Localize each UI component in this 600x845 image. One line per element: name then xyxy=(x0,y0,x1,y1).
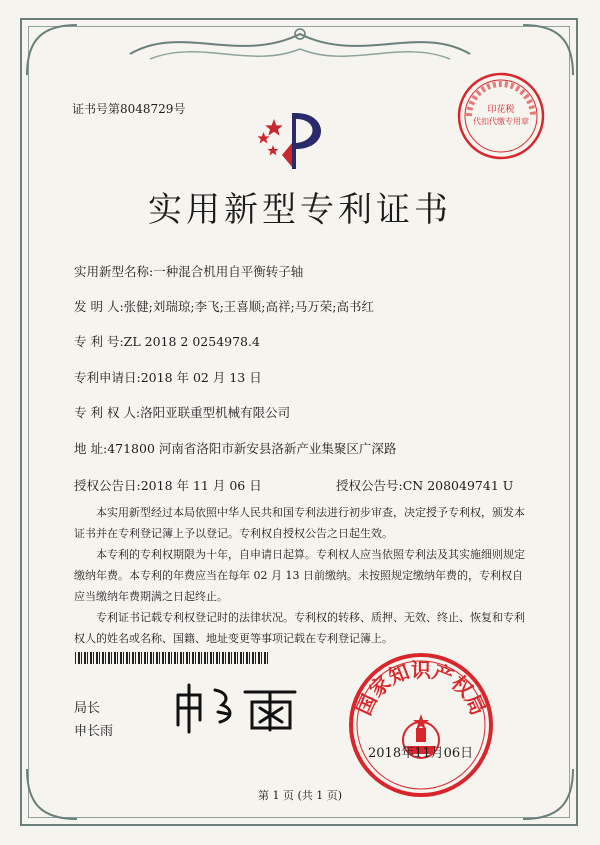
patent-office-emblem-icon xyxy=(258,105,338,173)
field-model-name xyxy=(74,262,303,280)
model-name-value: 一种混合机用自平衡转子轴 xyxy=(153,264,304,279)
field-address xyxy=(74,439,396,457)
model-name-label: 实用新型名称: xyxy=(74,264,154,279)
director-signature xyxy=(170,680,310,735)
patent-no-label: 专 利 号: xyxy=(74,334,124,349)
paragraph: 本实用新型经过本局依照中华人民共和国专利法进行初步审查，决定授予专利权，颁发本证书并在专利登记簿上予以登记。专利权自授权公告之日起生效。 xyxy=(74,506,525,540)
svg-text:国家知识产权局: 国家知识产权局 xyxy=(351,658,491,719)
certificate-number: 证书号第8048729号 xyxy=(72,102,186,116)
certificate-title: 实用新型专利证书 xyxy=(148,190,452,230)
grant-no-value: CN 208049741 U xyxy=(402,478,514,493)
field-patentee xyxy=(74,403,290,421)
certificate-body xyxy=(74,502,528,649)
director-title: 局长 xyxy=(74,701,101,716)
field-grant-no xyxy=(336,476,513,494)
filing-date-value: 2018 年 02 月 13 日 xyxy=(140,370,262,385)
grant-date-value: 2018 年 11 月 06 日 xyxy=(140,478,262,493)
page-footer: 第 1 页 (共 1 页) xyxy=(257,789,343,802)
director-name: 申长雨 xyxy=(74,724,114,739)
seal-date: 2018年11月06日 xyxy=(368,746,474,761)
inventors-value: 张健;刘瑞琼;李飞;王喜顺;高祥;马万荣;高书红 xyxy=(123,299,374,314)
field-inventors xyxy=(74,297,374,315)
paragraph: 本专利的专利权期限为十年，自申请日起算。专利权人应当依照专利法及其实施细则规定缴纳年费。本专利的年费应当在每年 02 月 13 日前缴纳。未按照规定缴纳年费的，专利权自应当缴纳年费期满之日起终止。 xyxy=(74,548,525,603)
paragraph: 专利证书记载专利权登记时的法律状况。专利权的转移、质押、无效、终止、恢复和专利权人的姓名或名称、国籍、地址变更等事项记载在专利登记簿上。 xyxy=(74,611,525,645)
barcode xyxy=(75,652,270,664)
field-patent-no xyxy=(74,332,260,350)
tax-stamp-seal xyxy=(455,70,547,162)
address-value: 471800 河南省洛阳市新安县洛新产业集聚区广深路 xyxy=(107,441,397,456)
patentee-label: 专 利 权 人: xyxy=(74,405,141,420)
office-seal xyxy=(346,650,496,800)
svg-text:代扣代缴专用章: 代扣代缴专用章 xyxy=(473,117,529,126)
patentee-value: 洛阳亚联重型机械有限公司 xyxy=(140,405,291,420)
field-grant-date xyxy=(74,476,262,494)
filing-date-label: 专利申请日: xyxy=(74,370,141,385)
grant-date-label: 授权公告日: xyxy=(74,478,141,493)
top-ornament xyxy=(120,14,480,74)
field-filing-date xyxy=(74,368,262,386)
patent-no-value: ZL 2018 2 0254978.4 xyxy=(123,334,260,349)
corner-ornament xyxy=(22,20,82,80)
svg-text:印花税: 印花税 xyxy=(487,105,515,115)
address-label: 地 址: xyxy=(74,441,108,456)
grant-no-label: 授权公告号: xyxy=(336,478,403,493)
inventor-label: 发 明 人: xyxy=(74,299,124,314)
